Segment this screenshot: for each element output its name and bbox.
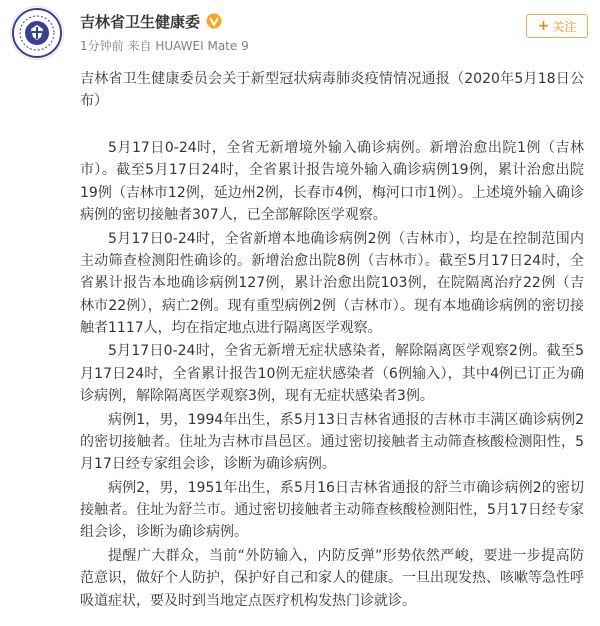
plus-icon: +: [537, 18, 550, 34]
post-header: [0, 0, 600, 70]
post-paragraph: 病例2，男，1951年出生，系5月16日吉林省通报的舒兰市确诊病例2的密切接触者。住址为舒兰市。通过密切接触者主动筛查核酸检测阳性，5月17日经专家组会诊，诊断为确诊病例。: [80, 479, 584, 541]
account-name[interactable]: 吉林省卫生健康委: [80, 12, 201, 31]
follow-label: 关注: [552, 19, 577, 34]
verified-badge-icon: [206, 13, 222, 29]
post-source-prefix: 来自: [127, 39, 152, 53]
post-paragraph: 病例1，男，1994年出生，系5月13日吉林省通报的吉林市丰满区确诊病例2的密切接触者。住址为吉林市昌邑区。通过密切接触者主动筛查核酸检测阳性，5月17日经专家组会诊，诊断为确诊病例。: [80, 411, 584, 473]
avatar[interactable]: [10, 6, 64, 60]
blank-line: [80, 114, 584, 136]
post-paragraph: 5月17日0-24时，全省无新增境外输入确诊病例。新增治愈出院1例（吉林市）。截至5月17日24时，全省累计报告境外输入确诊病例19例，累计治愈出院19例（吉林市12例，延边州2例，长春市4例，梅河口市1例）。上述境外输入确诊病例的密切接触者307人，已全部解除医学观察。: [80, 139, 584, 224]
account-row: [80, 10, 222, 32]
follow-button[interactable]: [526, 14, 588, 38]
post-device: HUAWEI Mate 9: [155, 39, 249, 53]
post-title: 吉林省卫生健康委员会关于新型冠状病毒肺炎疫情情况通报（2020年5月18日公布）: [80, 71, 584, 110]
post-time[interactable]: 1分钟前: [80, 39, 124, 53]
emblem-icon: [11, 7, 63, 59]
post-meta: [80, 37, 249, 54]
post-paragraph: 5月17日0-24时，全省无新增无症状感染者，解除隔离医学观察2例。截至5月17日24时，全省累计报告10例无症状感染者（6例输入），其中4例已订正为确诊病例，解除隔离医学观察3例，现有无症状感染者3例。: [80, 343, 584, 405]
post-paragraph: 5月17日0-24时，全省新增本地确诊病例2例（吉林市），均是在控制范围内主动筛查检测阳性确诊的。新增治愈出院8例（吉林市）。截至5月17日24时，全省累计报告本地确诊病例127例，累计治愈出院103例，在院隔离治疗22例（吉林市22例），病亡2例。现有重型病例2例（吉林市）。现有本地确诊病例的密切接触者1117人，均在指定地点进行隔离医学观察。: [80, 230, 584, 337]
post-body: [80, 68, 584, 612]
post-paragraph: 提醒广大群众，当前“外防输入，内防反弹”形势依然严峻，要进一步提高防范意识，做好个人防护，保护好自己和家人的健康。一旦出现发热、咳嗽等急性呼吸道症状，要及时到当地定点医疗机构发热门诊就诊。: [80, 547, 584, 609]
